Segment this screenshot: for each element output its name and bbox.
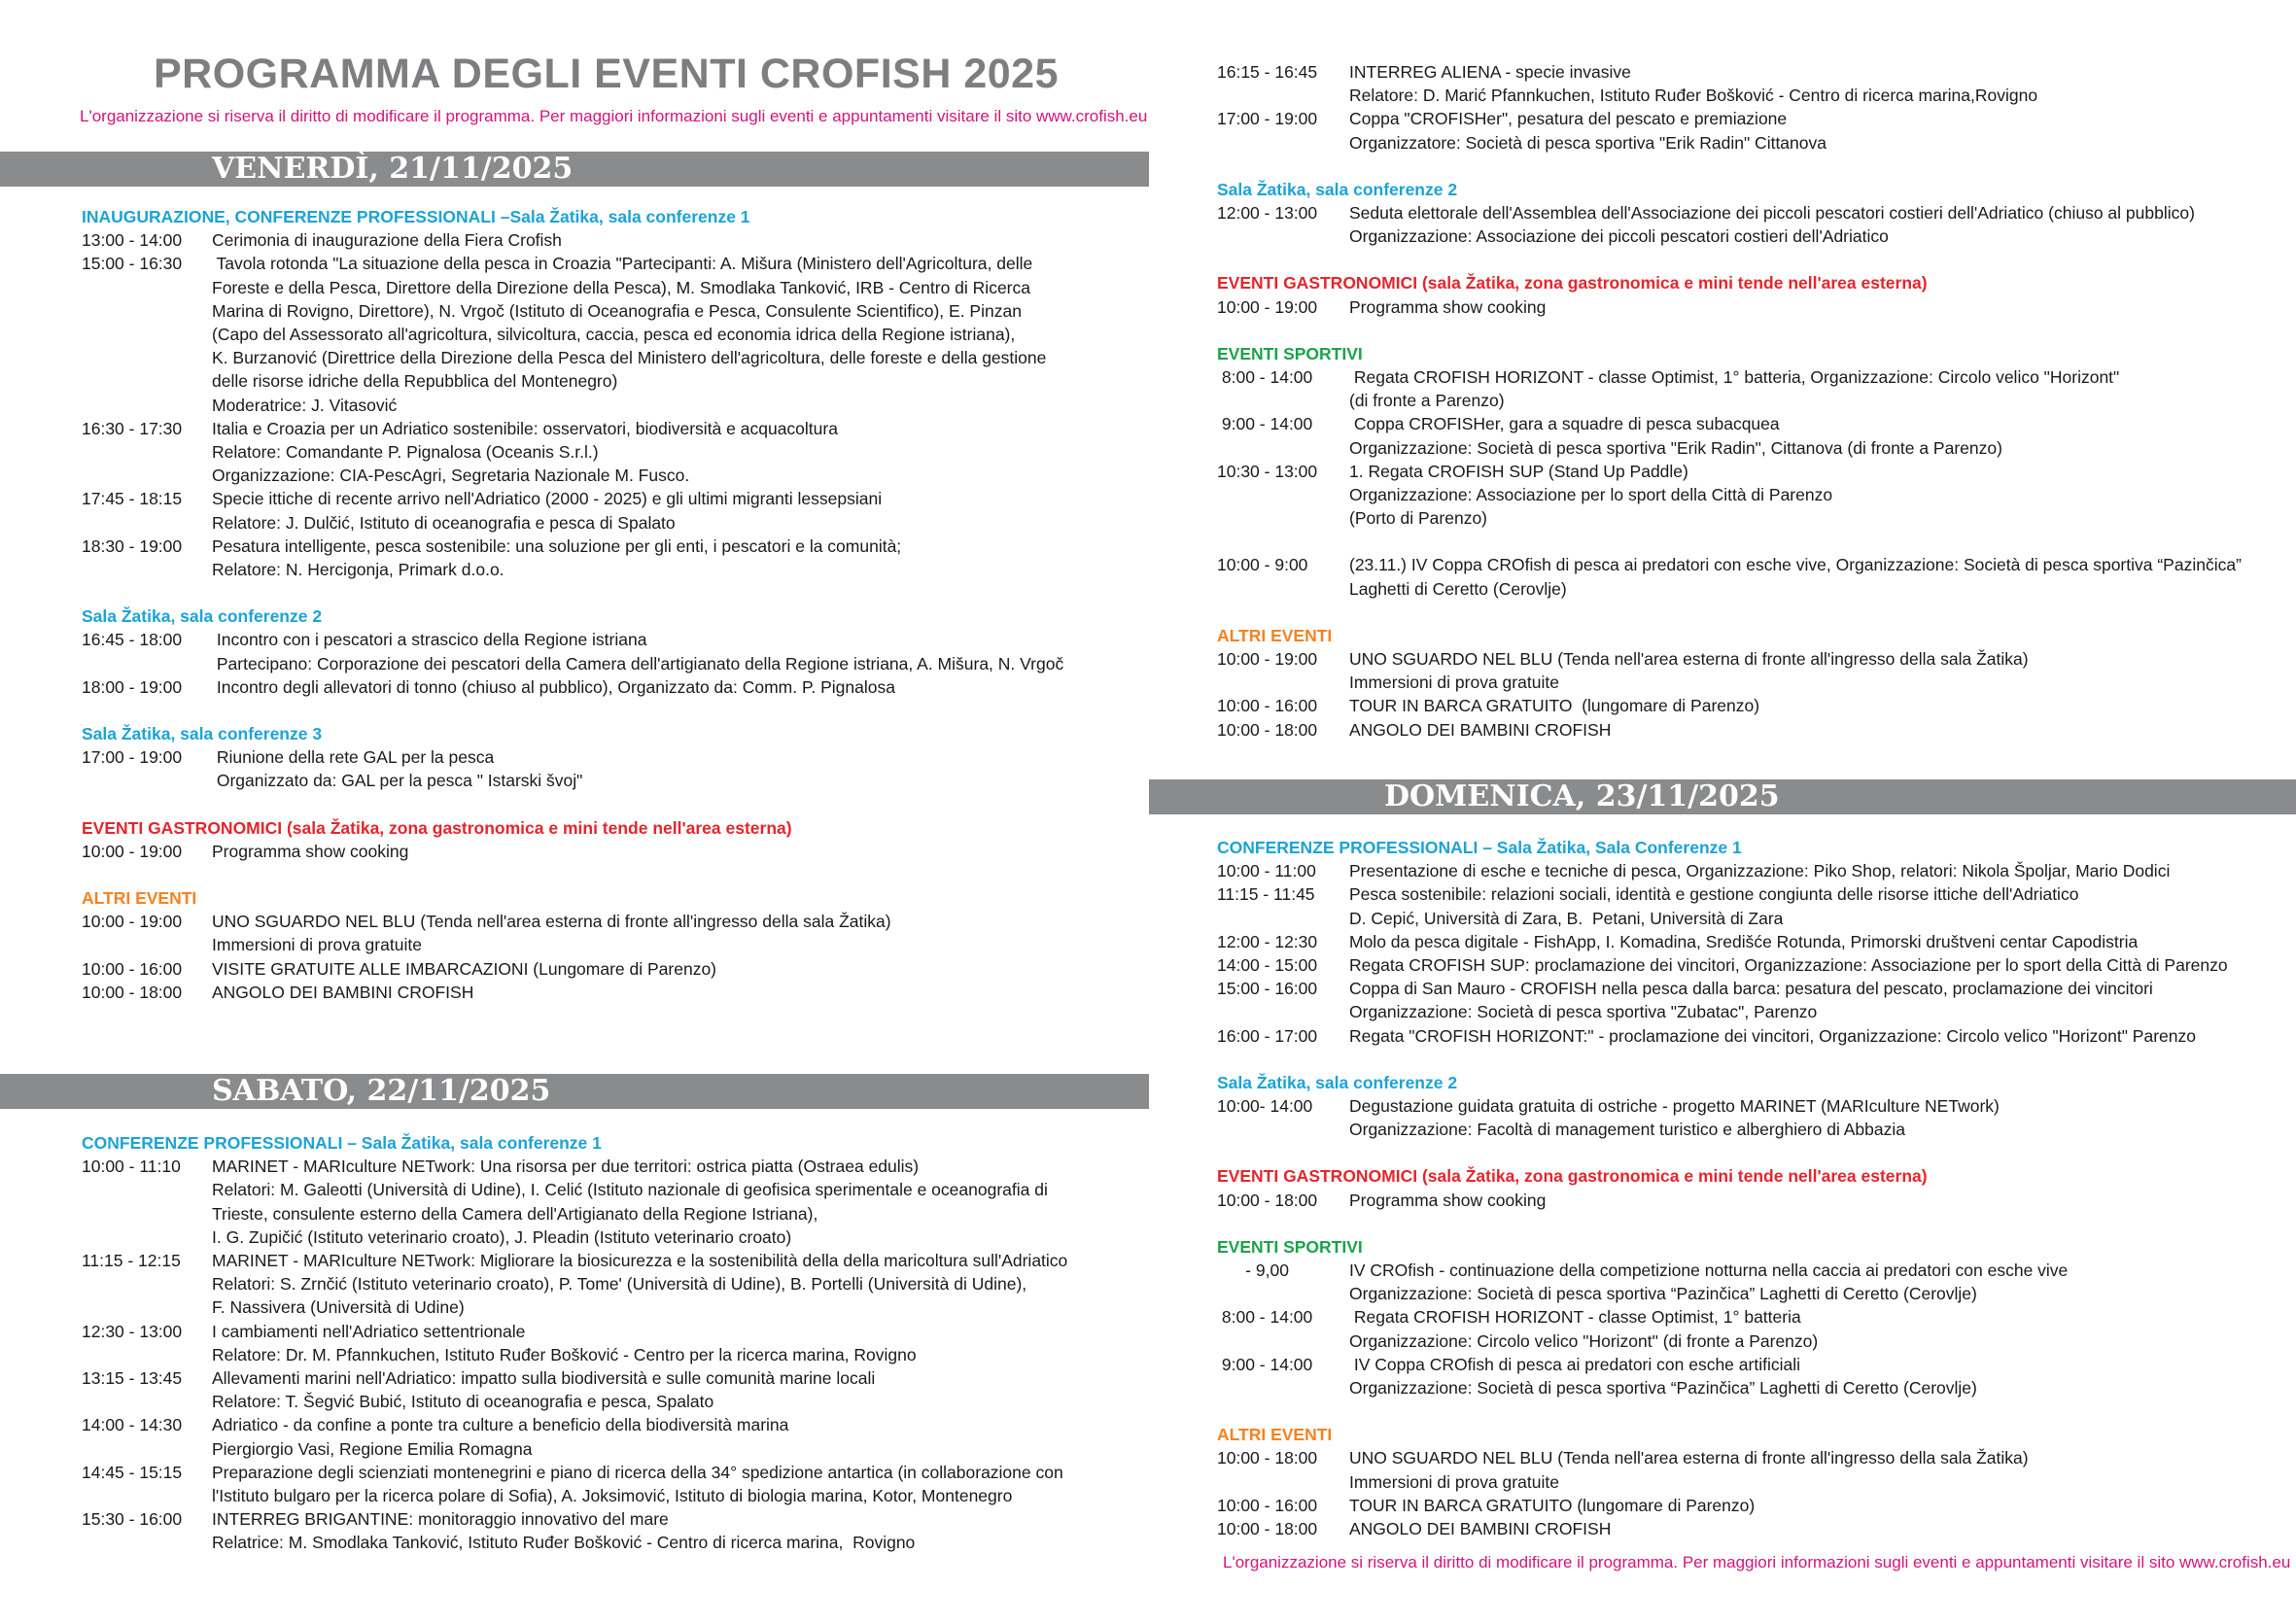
event-time: 8:00 - 14:00: [1217, 367, 1313, 388]
event-line: Relatrice: M. Smodlaka Tanković, Istituto Ruđer Bošković - Centro di ricerca marina, Rovigno: [212, 1533, 916, 1553]
footer-notice: L'organizzazione si riserva il diritto di modificare il programma. Per maggiori informazioni sugli eventi e appuntamenti visitare il sito www.crofish.eu: [1223, 1553, 2291, 1571]
event-time: 12:00 - 13:00: [1217, 203, 1318, 224]
event-description: [212, 535, 1081, 581]
event-line: Italia e Croazia per un Adriatico sostenibile: osservatori, biodiversità e acquacoltura: [212, 418, 838, 438]
schedule-row: [82, 1366, 1083, 1413]
event-line: TOUR IN BARCA GRATUITO (lungomare di Parenzo): [1349, 1495, 1756, 1515]
event-line: Relatori: S. Zrnčić (Istituto veterinario croato), P. Tome' (Università di Udine), B. Portelli (Università di Udine),: [212, 1274, 1027, 1295]
event-line: MARINET - MARIculture NETwork: Una risorsa per due territori: ostrica piatta (Ostraea edulis): [212, 1157, 920, 1177]
schedule-sunday: [1217, 836, 2286, 1540]
schedule-row: [1217, 1189, 2286, 1212]
event-line: Organizzatore: Società di pesca sportiva "Erik Radin" Cittanova: [1349, 132, 1826, 153]
event-time: 13:00 - 14:00: [82, 230, 183, 251]
event-line: Piergiorgio Vasi, Regione Emilia Romagna: [212, 1438, 533, 1459]
event-time: 10:00- 14:00: [1217, 1096, 1313, 1117]
schedule-row: [82, 745, 1081, 792]
event-time: 10:00 - 19:00: [1217, 296, 1318, 317]
event-time: 9:00 - 14:00: [1217, 414, 1313, 434]
event-line: TOUR IN BARCA GRATUITO (lungomare di Parenzo): [1349, 696, 1760, 716]
event-description: [212, 675, 1081, 699]
event-time: 17:00 - 19:00: [82, 747, 183, 768]
event-time: 16:45 - 18:00: [82, 630, 183, 650]
section-spacer: [82, 581, 1081, 604]
event-line: Immersioni di prova gratuite: [1349, 673, 1559, 693]
schedule-row: [1217, 460, 2286, 531]
event-line: VISITE GRATUITE ALLE IMBARCAZIONI (Lungomare di Parenzo): [212, 958, 717, 979]
event-time: 10:00 - 18:00: [82, 982, 183, 1002]
section-spacer: [1217, 248, 2286, 271]
event-line: Laghetti di Ceretto (Cerovlje): [1349, 578, 1567, 599]
event-line: Relatore: D. Marić Pfannkuchen, Istituto Ruđer Bošković - Centro di ricerca marina,Rovigno: [1349, 86, 2038, 106]
schedule-row: [1217, 694, 2286, 717]
event-time: 10:00 - 19:00: [82, 841, 183, 861]
event-description: [1349, 460, 2286, 531]
event-line: l'Istituto bulgaro per la ricerca polare di Sofia), A. Joksimović, Istituto di biologia marina, Kotor, Montenegro: [212, 1486, 1013, 1506]
event-line: Trieste, consulente esterno della Camera dell'Artigianato della Regione Istriana),: [212, 1203, 818, 1224]
event-description: [1349, 1094, 2286, 1141]
event-time: 10:00 - 16:00: [1217, 696, 1318, 716]
section-spacer: [82, 793, 1081, 816]
event-line: Regata CROFISH SUP: proclamazione dei vincitori, Organizzazione: Associazione per lo sport della Città di Parenzo: [1349, 955, 2228, 976]
schedule-row: [1217, 1094, 2286, 1141]
event-line: D. Cepić, Università di Zara, B. Petani, Università di Zara: [1349, 908, 1784, 928]
event-line: Presentazione di esche e tecniche di pesca, Organizzazione: Piko Shop, relatori: Nikola Špoljar, Mario Dodici: [1349, 861, 2171, 881]
event-description: [1349, 107, 2286, 154]
event-description: [212, 745, 1081, 792]
event-line: INTERREG ALIENA - specie invasive: [1349, 62, 1631, 82]
event-line: Relatore: T. Šegvić Bubić, Istituto di oceanografia e pesca, Spalato: [212, 1392, 714, 1412]
event-description: [212, 1413, 1083, 1460]
section-spacer: [82, 699, 1081, 722]
event-line: 1. Regata CROFISH SUP (Stand Up Paddle): [1349, 461, 1688, 481]
schedule-row: [82, 228, 1081, 252]
schedule-row: [82, 840, 1081, 863]
event-line: Coppa di San Mauro - CROFISH nella pesca dalla barca: pesatura del pescato, proclamazione dei vincitori: [1349, 979, 2153, 999]
section-heading: EVENTI GASTRONOMICI (sala Žatika, zona gastronomica e mini tende nell'area esterna): [82, 817, 792, 838]
event-time: 10:00 - 9:00: [1217, 555, 1308, 575]
section-heading: INAUGURAZIONE, CONFERENZE PROFESSIONALI –Sala Žatika, sala conferenze 1: [82, 207, 750, 226]
event-line: Incontro con i pescatori a strascico della Regione istriana: [212, 630, 647, 650]
event-description: [1349, 977, 2286, 1023]
event-description: [1349, 859, 2286, 882]
event-line: UNO SGUARDO NEL BLU (Tenda nell'area esterna di fronte all'ingresso della sala Žatika): [1349, 649, 2029, 670]
event-line: Organizzazione: Società di pesca sportiva “Pazinčica” Laghetti di Ceretto (Cerovlje): [1349, 1378, 1977, 1399]
event-time: 17:45 - 18:15: [82, 489, 183, 509]
event-line: INTERREG BRIGANTINE: monitoraggio innovativo del mare: [212, 1509, 669, 1530]
event-line: Organizzazione: Associazione per lo sport della Città di Parenzo: [1349, 485, 1833, 505]
schedule-row: [1217, 553, 2286, 600]
event-time: 8:00 - 14:00: [1217, 1307, 1313, 1328]
event-time: 10:00 - 18:00: [1217, 1190, 1318, 1210]
event-line: Regata "CROFISH HORIZONT:" - proclamazione dei vincitori, Organizzazione: Circolo velico "Horizont" Parenzo: [1349, 1025, 2196, 1046]
event-line: Allevamenti marini nell'Adriatico: impatto sulla biodiversità e sulle comunità marine locali: [212, 1368, 876, 1389]
event-time: 17:00 - 19:00: [1217, 109, 1318, 129]
event-description: [1349, 365, 2286, 412]
event-time: 14:00 - 14:30: [82, 1415, 183, 1435]
day-banner-sunday: [1149, 779, 2296, 814]
schedule-row: [1217, 647, 2286, 694]
event-time: 10:00 - 18:00: [1217, 719, 1318, 740]
schedule-row: [1217, 953, 2286, 977]
section-heading: EVENTI GASTRONOMICI (sala Žatika, zona gastronomica e mini tende nell'area esterna): [1217, 1166, 1928, 1187]
section-heading: CONFERENZE PROFESSIONALI – Sala Žatika, Sala Conferenze 1: [1217, 838, 1742, 857]
schedule-row: [82, 487, 1081, 534]
event-time: 11:15 - 12:15: [82, 1251, 181, 1271]
event-description: [212, 417, 1081, 488]
event-description: [1349, 60, 2286, 107]
schedule-row: [1217, 295, 2286, 319]
event-line: (23.11.) IV Coppa CROfish di pesca ai predatori con esche vive, Organizzazione: Società di pesca sportiva “Pazinčica”: [1349, 555, 2242, 575]
event-line: K. Burzanović (Direttrice della Direzione della Pesca del Ministero dell'agricoltura, delle foreste e della gestione: [212, 348, 1047, 368]
event-line: F. Nassivera (Università di Udine): [212, 1297, 465, 1318]
event-description: [1349, 930, 2286, 953]
event-line: (Porto di Parenzo): [1349, 508, 1488, 529]
event-line: Regata CROFISH HORIZONT - classe Optimist, 1° batteria, Organizzazione: Circolo velico "Horizont": [1349, 367, 2120, 388]
schedule-row: [1217, 1305, 2286, 1352]
schedule-row: [1217, 859, 2286, 882]
event-description: [1349, 1305, 2286, 1352]
event-description: [1349, 1024, 2286, 1048]
event-line: Adriatico - da confine a ponte tra culture a beneficio della biodiversità marina: [212, 1415, 789, 1435]
event-line: ANGOLO DEI BAMBINI CROFISH: [1349, 719, 1612, 740]
schedule-saturday-part1: [82, 1131, 1083, 1555]
event-description: [212, 1155, 1083, 1249]
schedule-row: [1217, 1259, 2286, 1305]
schedule-row: [1217, 60, 2286, 107]
page-title: PROGRAMMA DEGLI EVENTI CROFISH 2025: [154, 51, 1059, 97]
event-time: 10:00 - 18:00: [1217, 1519, 1318, 1539]
event-line: Relatore: N. Hercigonja, Primark d.o.o.: [212, 560, 504, 580]
schedule-row: [82, 1155, 1083, 1249]
schedule-row: [1217, 201, 2286, 248]
schedule-row: [1217, 365, 2286, 412]
event-line: UNO SGUARDO NEL BLU (Tenda nell'area esterna di fronte all'ingresso della sala Žatika): [212, 912, 891, 932]
event-line: Partecipano: Corporazione dei pescatori della Camera dell'artigianato della Regione istriana, A. Mišura, N. Vrgoč: [212, 653, 1064, 673]
event-description: [1349, 1446, 2286, 1493]
event-line: Seduta elettorale dell'Assemblea dell'Associazione dei piccoli pescatori costieri dell'Adriatico (chiuso al pubblico): [1349, 203, 2195, 224]
event-time: 12:00 - 12:30: [1217, 931, 1318, 951]
schedule-row: [1217, 1446, 2286, 1493]
disclaimer-notice: L'organizzazione si riserva il diritto di modificare il programma. Per maggiori informazioni sugli eventi e appuntamenti visitare il sito www.crofish.eu: [80, 107, 1148, 125]
event-description: [212, 487, 1081, 534]
section-spacer: [1217, 155, 2286, 178]
event-time: 13:15 - 13:45: [82, 1368, 183, 1389]
event-line: Regata CROFISH HORIZONT - classe Optimist, 1° batteria: [1349, 1307, 1801, 1328]
event-line: (Capo del Assessorato all'agricoltura, silvicoltura, caccia, pesca ed economia idrica della Regione istriana),: [212, 325, 1016, 345]
schedule-row: [82, 957, 1081, 981]
section-spacer: [1217, 1212, 2286, 1235]
event-description: [1349, 718, 2286, 742]
event-line: Pesatura intelligente, pesca sostenibile: una soluzione per gli enti, i pescatori e la comunità;: [212, 535, 902, 556]
event-line: Organizzazione: Associazione dei piccoli pescatori costieri dell'Adriatico: [1349, 226, 1889, 247]
event-line: Programma show cooking: [1349, 296, 1547, 317]
event-line: Molo da pesca digitale - FishApp, I. Komadina, Središće Rotunda, Primorski društveni centar Capodistria: [1349, 931, 2139, 951]
event-line: IV CROfish - continuazione della competizione notturna nella caccia ai predatori con esche vive: [1349, 1260, 2069, 1281]
event-description: [212, 840, 1081, 863]
event-time: 10:00 - 11:00: [1217, 861, 1316, 881]
schedule-row: [82, 1249, 1083, 1320]
event-time: 15:00 - 16:30: [82, 254, 183, 274]
event-line: Organizzazione: Società di pesca sportiva "Erik Radin", Cittanova (di fronte a Parenzo): [1349, 437, 2002, 458]
event-line: Organizzazione: Società di pesca sportiva "Zubatac", Parenzo: [1349, 1002, 1818, 1022]
event-description: [212, 1249, 1083, 1320]
event-description: [1349, 694, 2286, 717]
section-spacer: [1217, 1048, 2286, 1071]
event-line: Specie ittiche di recente arrivo nell'Adriatico (2000 - 2025) e gli ultimi migranti lessepsiani: [212, 489, 883, 509]
event-time: 18:00 - 19:00: [82, 676, 183, 697]
event-line: Relatore: Comandante P. Pignalosa (Oceanis S.r.l.): [212, 442, 599, 463]
event-description: [212, 228, 1081, 252]
event-time: 10:00 - 19:00: [82, 912, 183, 932]
event-line: Riunione della rete GAL per la pesca: [212, 747, 495, 768]
event-description: [1349, 882, 2286, 929]
event-description: [1349, 1189, 2286, 1212]
schedule-row: [82, 417, 1081, 488]
event-description: [1349, 1353, 2286, 1399]
section-heading: Sala Žatika, sala conferenze 2: [82, 606, 323, 627]
schedule-row: [1217, 718, 2286, 742]
day-banner-saturday: [0, 1074, 1149, 1109]
section-spacer: [1217, 1141, 2286, 1164]
section-heading: ALTRI EVENTI: [1217, 1425, 1333, 1445]
schedule-row: [82, 628, 1081, 674]
event-line: Relatore: J. Dulčić, Istituto di oceanografia e pesca di Spalato: [212, 512, 676, 533]
event-line: delle risorse idriche della Repubblica del Montenegro): [212, 371, 618, 392]
schedule-row: [1217, 977, 2286, 1023]
event-time: 16:00 - 17:00: [1217, 1025, 1318, 1046]
event-description: [212, 252, 1081, 416]
event-description: [1349, 412, 2286, 459]
event-line: Organizzazione: Società di pesca sportiva “Pazinčica” Laghetti di Ceretto (Cerovlje): [1349, 1284, 1977, 1304]
schedule-row: [1217, 930, 2286, 953]
event-description: [1349, 201, 2286, 248]
row-spacer: [1217, 530, 2286, 553]
event-line: Marina di Rovigno, Direttore), N. Vrgoč (Istituto di Oceanografia e Pesca, Consulente Scientifico), E. Pinzan: [212, 300, 1022, 321]
event-line: Organizzato da: GAL per la pesca " Istarski švoj": [212, 771, 583, 791]
section-spacer: [1217, 1399, 2286, 1423]
day-label-saturday: SABATO, 22/11/2025: [212, 1074, 551, 1108]
event-time: 10:30 - 13:00: [1217, 461, 1318, 481]
event-line: Cerimonia di inaugurazione della Fiera Crofish: [212, 230, 562, 251]
event-description: [1349, 953, 2286, 977]
event-line: Relatore: Dr. M. Pfannkuchen, Istituto Ruđer Bošković - Centro per la ricerca marina, Rovigno: [212, 1344, 917, 1364]
schedule-row: [1217, 1517, 2286, 1540]
event-line: ANGOLO DEI BAMBINI CROFISH: [1349, 1519, 1612, 1539]
schedule-row: [82, 1461, 1083, 1507]
event-line: MARINET - MARIculture NETwork: Migliorare la biosicurezza e la sostenibilità della della maricoltura sull'Adriatico: [212, 1251, 1068, 1271]
event-description: [212, 1320, 1083, 1366]
event-description: [212, 981, 1081, 1004]
section-heading: ALTRI EVENTI: [82, 888, 197, 909]
event-description: [1349, 647, 2286, 694]
schedule-row: [1217, 1024, 2286, 1048]
event-time: 10:00 - 11:10: [82, 1157, 181, 1177]
event-line: UNO SGUARDO NEL BLU (Tenda nell'area esterna di fronte all'ingresso della sala Žatika): [1349, 1448, 2029, 1468]
schedule-saturday-part2: [1217, 60, 2286, 742]
event-time: 15:00 - 16:00: [1217, 979, 1318, 999]
event-time: 12:30 - 13:00: [82, 1321, 183, 1341]
section-heading: Sala Žatika, sala conferenze 2: [1217, 179, 1458, 199]
event-line: Incontro degli allevatori di tonno (chiuso al pubblico), Organizzato da: Comm. P. Pignalosa: [212, 676, 895, 697]
schedule-row: [82, 1413, 1083, 1460]
section-heading: EVENTI SPORTIVI: [1217, 1236, 1363, 1257]
event-time: 15:30 - 16:00: [82, 1509, 183, 1530]
schedule-row: [82, 252, 1081, 416]
schedule-row: [1217, 1494, 2286, 1517]
section-heading: Sala Žatika, sala conferenze 2: [1217, 1072, 1458, 1092]
event-description: [212, 1461, 1083, 1507]
event-line: Preparazione degli scienziati montenegrini e piano di ricerca della 34° spedizione antartica (in collaborazione con: [212, 1462, 1063, 1482]
event-line: Moderatrice: J. Vitasović: [212, 395, 398, 415]
event-line: ANGOLO DEI BAMBINI CROFISH: [212, 982, 474, 1002]
event-time: 18:30 - 19:00: [82, 535, 183, 556]
event-line: I. G. Zupičić (Istituto veterinario croato), J. Pleadin (Istituto veterinario croato): [212, 1226, 792, 1247]
schedule-row: [1217, 412, 2286, 459]
event-line: Coppa "CROFISHer", pesatura del pescato e premiazione: [1349, 109, 1788, 129]
event-line: Organizzazione: Facoltà di management turistico e alberghiero di Abbazia: [1349, 1120, 1905, 1140]
event-description: [212, 628, 1081, 674]
event-description: [212, 910, 1081, 956]
section-heading: EVENTI SPORTIVI: [1217, 343, 1363, 363]
day-label-sunday: DOMENICA, 23/11/2025: [1384, 779, 1780, 813]
event-line: I cambiamenti nell'Adriatico settentrionale: [212, 1321, 526, 1341]
event-time: - 9,00: [1217, 1260, 1289, 1281]
schedule-row: [82, 910, 1081, 956]
event-line: Foreste e della Pesca, Direttore della Direzione della Pesca), M. Smodlaka Tanković, IRB - Centro di Ricerca: [212, 277, 1030, 297]
event-time: 10:00 - 19:00: [1217, 649, 1318, 670]
event-time: 16:15 - 16:45: [1217, 62, 1318, 82]
event-line: IV Coppa CROfish di pesca ai predatori con esche artificiali: [1349, 1354, 1800, 1374]
event-line: Degustazione guidata gratuita di ostriche - progetto MARINET (MARIculture NETwork): [1349, 1096, 2000, 1117]
schedule-row: [82, 981, 1081, 1004]
schedule-row: [1217, 107, 2286, 154]
event-line: Coppa CROFISHer, gara a squadre di pesca subacquea: [1349, 414, 1780, 434]
section-spacer: [82, 863, 1081, 886]
event-line: Immersioni di prova gratuite: [212, 935, 422, 955]
event-description: [212, 957, 1081, 981]
event-line: Tavola rotonda "La situazione della pesca in Croazia "Partecipanti: A. Mišura (Ministero dell'Agricoltura, delle: [212, 254, 1033, 274]
event-line: Organizzazione: CIA-PescAgri, Segretaria Nazionale M. Fusco.: [212, 466, 690, 486]
event-description: [1349, 295, 2286, 319]
event-description: [1349, 553, 2286, 600]
event-time: 9:00 - 14:00: [1217, 1354, 1313, 1374]
schedule-row: [82, 675, 1081, 699]
section-heading: ALTRI EVENTI: [1217, 625, 1333, 645]
event-description: [212, 1507, 1083, 1554]
event-time: 16:30 - 17:30: [82, 418, 183, 438]
schedule-row: [1217, 1353, 2286, 1399]
event-description: [1349, 1259, 2286, 1305]
event-line: Programma show cooking: [212, 841, 409, 861]
event-description: [1349, 1494, 2286, 1517]
section-heading: CONFERENZE PROFESSIONALI – Sala Žatika, sala conferenze 1: [82, 1133, 602, 1153]
event-line: Immersioni di prova gratuite: [1349, 1471, 1559, 1492]
day-label-friday: VENERDÌ, 21/11/2025: [212, 152, 574, 186]
event-line: (di fronte a Parenzo): [1349, 391, 1505, 411]
event-time: 10:00 - 18:00: [1217, 1448, 1318, 1468]
schedule-friday: [82, 205, 1081, 1004]
section-spacer: [1217, 319, 2286, 342]
event-time: 10:00 - 16:00: [1217, 1495, 1318, 1515]
schedule-row: [82, 535, 1081, 581]
event-description: [212, 1366, 1083, 1413]
schedule-row: [82, 1507, 1083, 1554]
schedule-row: [82, 1320, 1083, 1366]
event-time: 10:00 - 16:00: [82, 958, 183, 979]
section-heading: Sala Žatika, sala conferenze 3: [82, 724, 323, 744]
event-time: 14:45 - 15:15: [82, 1462, 183, 1482]
event-time: 14:00 - 15:00: [1217, 955, 1318, 976]
section-heading: EVENTI GASTRONOMICI (sala Žatika, zona gastronomica e mini tende nell'area esterna): [1217, 273, 1928, 294]
event-description: [1349, 1517, 2286, 1540]
event-line: Organizzazione: Circolo velico "Horizont" (di fronte a Parenzo): [1349, 1330, 1819, 1351]
day-banner-friday: [0, 152, 1149, 187]
event-time: 11:15 - 11:45: [1217, 884, 1315, 905]
section-spacer: [1217, 601, 2286, 624]
event-line: Pesca sostenibile: relazioni sociali, identità e gestione congiunta delle risorse ittiche dell'Adriatico: [1349, 884, 2079, 905]
schedule-row: [1217, 882, 2286, 929]
event-line: Programma show cooking: [1349, 1190, 1547, 1210]
event-line: Relatori: M. Galeotti (Università di Udine), I. Celić (Istituto nazionale di geofisica sperimentale e oceanografia di: [212, 1180, 1048, 1200]
